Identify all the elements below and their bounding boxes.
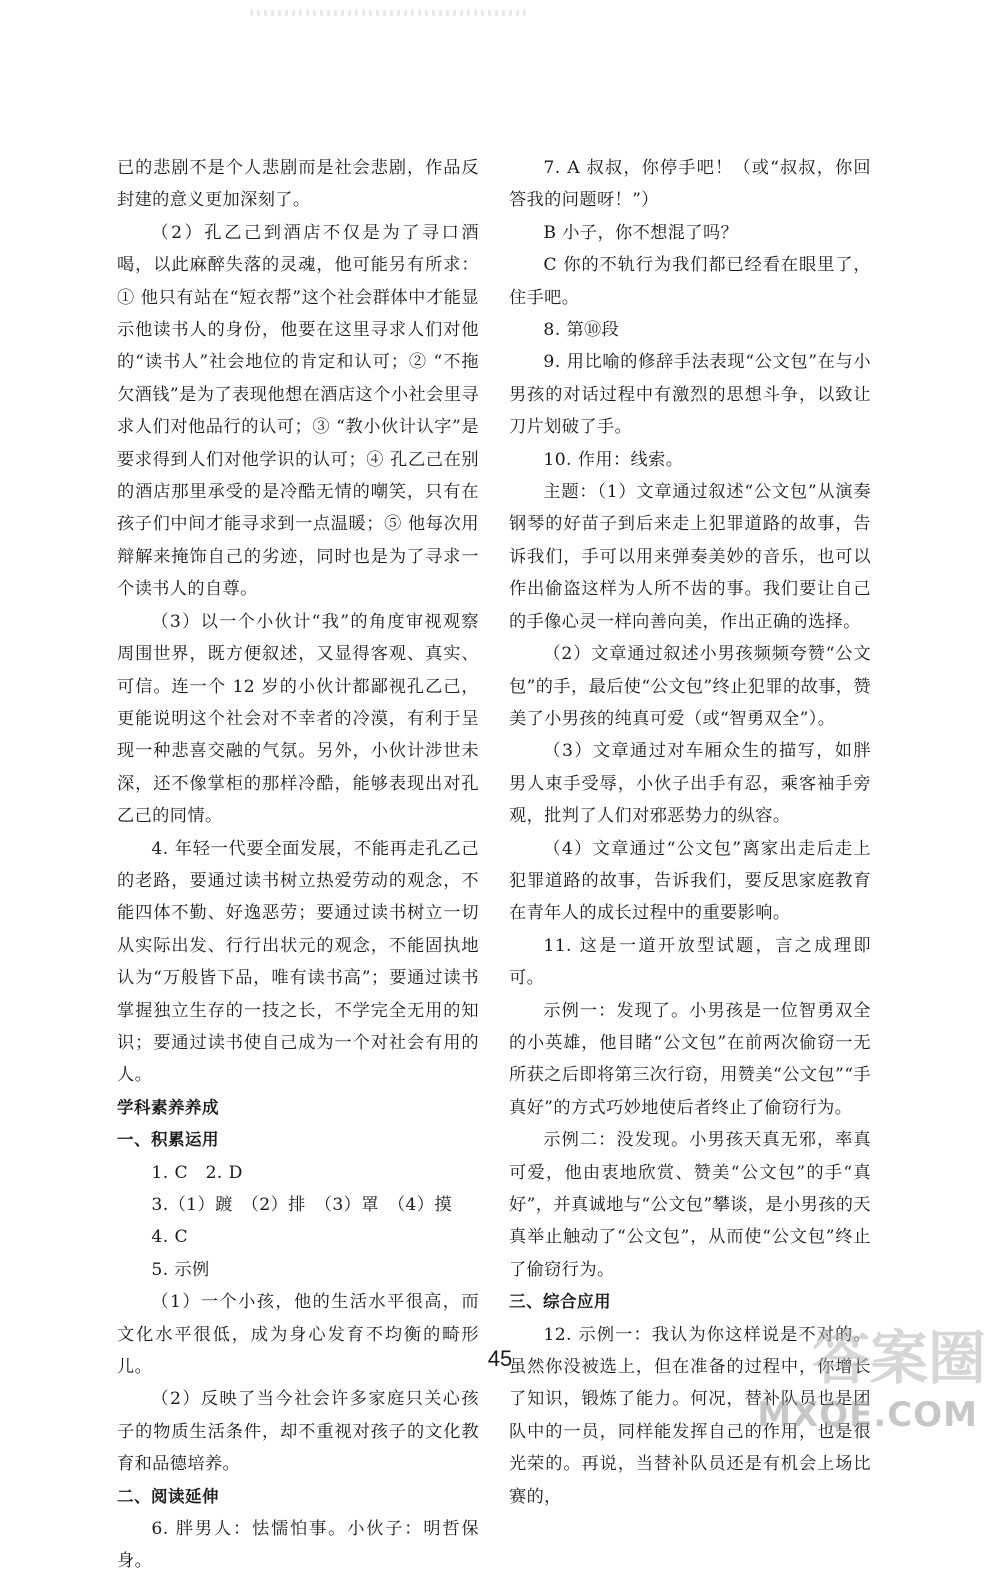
paragraph: 8. 第⑩段 <box>543 320 620 341</box>
section-heading: 二、阅读延伸 <box>117 1486 219 1506</box>
scan-artifact <box>250 10 530 16</box>
paragraph: 主题：（1）文章通过叙述“公文包”从演奏钢琴的好苗子到后来走上犯罪道路的故事，告诉我们，手可以用来弹奏美妙的音乐，也可以作出偷盗这样为人所不齿的事。我们要让自己的手像心灵一样向善向美，作出正确的选择。 <box>509 482 871 632</box>
paragraph: （1）一个小孩，他的生活水平很高，而文化水平很低，成为身心发育不均衡的畸形儿。 <box>117 1292 479 1378</box>
paragraph: （4）文章通过“公文包”离家出走后走上犯罪道路的故事，告诉我们，要反思家庭教育在青年人的成长过程中的重要影响。 <box>509 838 871 924</box>
page-number: 45 <box>487 1346 513 1371</box>
section-heading: 三、综合应用 <box>509 1292 611 1312</box>
watermark <box>756 1324 996 1441</box>
paragraph: 11. 这是一道开放型试题，言之成理即可。 <box>509 935 871 989</box>
right-column <box>509 152 871 1513</box>
paragraph: 1. C 2. D <box>151 1162 243 1183</box>
section-heading: 一、积累运用 <box>117 1130 219 1150</box>
paragraph: （2）文章通过叙述小男孩频频夸赞“公文包”的手，最后使“公文包”终止犯罪的故事，赞美了小男孩的纯真可爱（或“智勇双全”）。 <box>509 644 871 729</box>
paragraph: 7. A 叔叔，你停手吧！（或“叔叔，你回答我的问题呀！”） <box>509 158 871 211</box>
paragraph: 6. 胖男人：怯懦怕事。小伙子：明哲保身。 <box>117 1519 479 1572</box>
paragraph: C 你的不轨行为我们都已经看在眼里了，住手吧。 <box>509 255 871 308</box>
paragraph: （2）反映了当今社会许多家庭只关心孩子的物质生活条件，却不重视对孩子的文化教育和品德培养。 <box>117 1389 479 1475</box>
watermark-logo: 答案圈 <box>811 1324 986 1392</box>
section-heading: 学科素养养成 <box>117 1097 219 1117</box>
paragraph: 示例一：发现了。小男孩是一位智勇双全的小英雄，他目睹“公文包”在前两次偷窃一无所获之后即将第三次行窃，用赞美“公文包”“手真好”的方式巧妙地使后者终止了偷窃行为。 <box>509 1000 871 1118</box>
paragraph: 10. 作用：线索。 <box>543 449 684 470</box>
paragraph: B 小子，你不想混了吗？ <box>543 222 739 243</box>
paragraph: 示例二：没发现。小男孩天真无邪，率真可爱，他由衷地欣赏、赞美“公文包”的手“真好”，并真诚地与“公文包”攀谈，是小男孩的天真举止触动了“公文包”，从而使“公文包”终止了偷窃行为。 <box>509 1130 871 1280</box>
paragraph: 4. 年轻一代要全面发展，不能再走孔乙己的老路，要通过读书树立热爱劳动的观念，不能四体不勤、好逸恶劳；要通过读书树立一切从实际出发、行行出状元的观念，不能固执地认为“万般皆下品，唯有读书高”；要通过读书掌握独立生存的一技之长，不学完全无用的知识；要通过读书使自己成为一个对社会有用的人。 <box>117 838 479 1086</box>
paragraph: 9. 用比喻的修辞手法表现“公文包”在与小男孩的对话过程中有激烈的思想斗争，以致让刀片划破了手。 <box>509 352 871 438</box>
paragraph: （3）文章通过对车厢众生的描写，如胖男人束手受辱，小伙子出手有忍，乘客袖手旁观，批判了人们对邪恶势力的纵容。 <box>509 741 871 827</box>
paragraph: 3.（1）踱 （2）排 （3）罩 （4）摸 <box>151 1195 452 1215</box>
paragraph: 12. 示例一：我认为你这样说是不对的。虽然你没被选上，但在准备的过程中，你增长了知识，锻炼了能力。何况，替补队员也是团队中的一员，同样能发挥自己的作用，也是很光荣的。再说，当替补队员还是有机会上场比赛的， <box>509 1324 871 1507</box>
paragraph: （3）以一个小伙计“我”的角度审视观察周围世界，既方便叙述，又显得客观、真实、可信。连一个 12 岁的小伙计都鄙视孔乙己，更能说明这个社会对不幸者的冷漠，有利于呈现一种悲喜交融的气氛。另外，小伙计涉世未深，还不像掌柜的那样冷酷，能够表现出对孔乙己的同情。 <box>117 611 479 827</box>
paragraph: 已的悲剧不是个人悲剧而是社会悲剧，作品反封建的意义更加深刻了。 <box>117 158 479 211</box>
paragraph: 4. C <box>151 1227 189 1248</box>
paragraph: （2）孔乙己到酒店不仅是为了寻口酒喝，以此麻醉失落的灵魂，他可能另有所求：① 他只有站在“短衣帮”这个社会群体中才能显示他读书人的身份，他要在这里寻求人们对他的“读书人”社会地位的肯定和认可；② “不拖欠酒钱”是为了表现他想在酒店这个小社会里寻求人们对他品行的认可；③ “教小伙计认字”是要求得到人们对他学识的认可；④ 孔乙己在别的酒店那里承受的是冷酷无情的嘲笑，只有在孩子们中间才能寻求到一点温暖；⑤ 他每次用辩解来掩饰自己的劣迹，同时也是为了寻求一个读书人的自尊。 <box>117 222 479 600</box>
watermark-site: MXQE.COM <box>757 1395 978 1435</box>
paragraph: 5. 示例 <box>151 1259 210 1280</box>
